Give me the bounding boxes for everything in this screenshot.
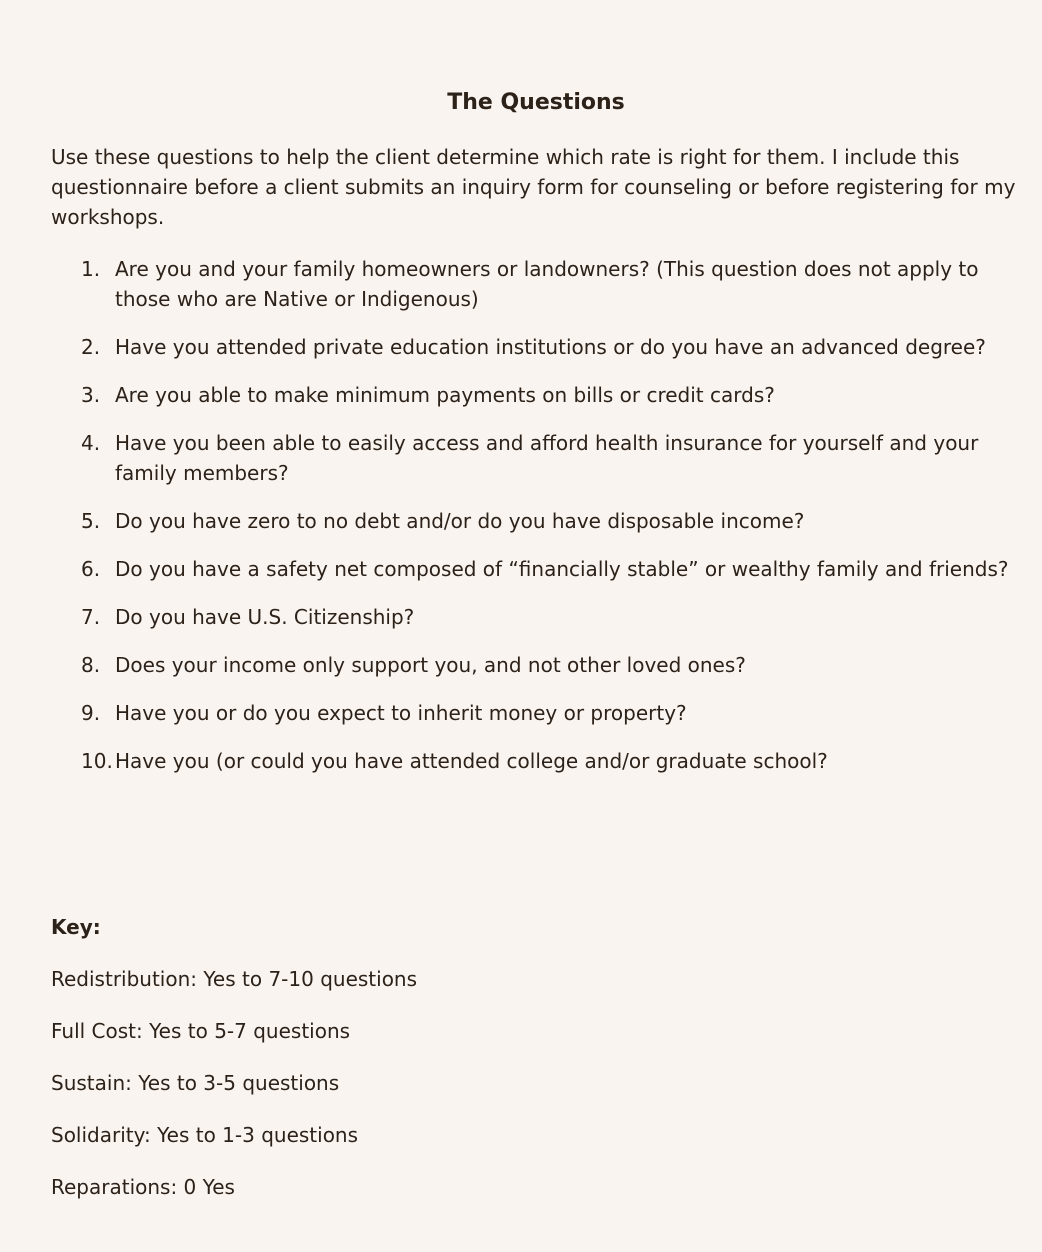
question-item (81, 602, 1021, 632)
question-number: 7. (81, 605, 101, 629)
questions-list (81, 254, 1021, 776)
question-text: Are you and your family homeowners or landowners? (This question does not apply to those who are Native or Indigenous) (115, 257, 979, 311)
question-text: Have you (or could you have attended college and/or graduate school? (115, 749, 828, 773)
key-list (51, 964, 951, 1224)
question-text: Have you been able to easily access and afford health insurance for yourself and your family members? (115, 431, 979, 485)
question-number: 9. (81, 701, 101, 725)
question-number: 5. (81, 509, 101, 533)
question-text: Have you attended private education institutions or do you have an advanced degree? (115, 335, 986, 359)
question-text: Are you able to make minimum payments on bills or credit cards? (115, 383, 775, 407)
key-item: Solidarity: Yes to 1-3 questions (51, 1123, 359, 1147)
key-heading: Key: (51, 915, 101, 939)
question-item (81, 698, 1021, 728)
question-number: 4. (81, 431, 101, 455)
key-item: Redistribution: Yes to 7-10 questions (51, 967, 418, 991)
question-item (81, 428, 1021, 488)
question-number: 2. (81, 335, 101, 359)
question-item (81, 554, 1021, 584)
question-number: 8. (81, 653, 101, 677)
question-item (81, 746, 1021, 776)
page-title: The Questions (447, 90, 625, 115)
question-number: 3. (81, 383, 101, 407)
question-text: Do you have zero to no debt and/or do you have disposable income? (115, 509, 805, 533)
question-item (81, 332, 1021, 362)
key-item: Sustain: Yes to 3-5 questions (51, 1071, 340, 1095)
question-number: 1. (81, 257, 101, 281)
intro-paragraph: Use these questions to help the client determine which rate is right for them. I include this questionnaire before a client submits an inquiry form for counseling or before registering for my workshops. (51, 145, 1016, 229)
question-text: Does your income only support you, and not other loved ones? (115, 653, 746, 677)
question-item (81, 650, 1021, 680)
key-item: Full Cost: Yes to 5-7 questions (51, 1019, 351, 1043)
question-number: 6. (81, 557, 101, 581)
question-number: 10. (81, 749, 113, 773)
question-item (81, 506, 1021, 536)
question-text: Have you or do you expect to inherit money or property? (115, 701, 687, 725)
question-item (81, 254, 1021, 314)
question-item (81, 380, 1021, 410)
question-text: Do you have U.S. Citizenship? (115, 605, 415, 629)
question-text: Do you have a safety net composed of “financially stable” or wealthy family and friends? (115, 557, 1009, 581)
key-item: Reparations: 0 Yes (51, 1175, 235, 1199)
